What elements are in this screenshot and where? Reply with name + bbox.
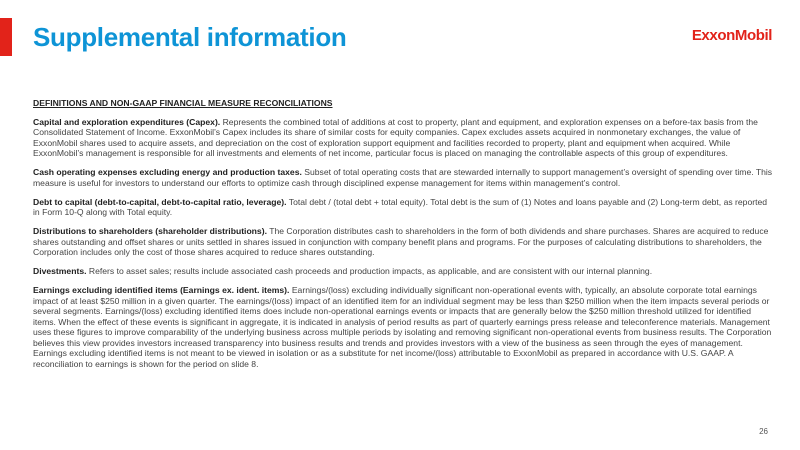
definition-term: Earnings excluding identified items (Earnings ex. ident. items). <box>33 285 290 295</box>
definition-text: Total debt / (total debt + total equity). Total debt is the sum of (1) Notes and loans payable and (2) Long-term debt, as reported in Form 10-Q along with Total equity. <box>33 196 768 217</box>
definition-text: Represents the combined total of additions at cost to property, plant and equipment, and exploration expenses on a before-tax basis from the Consolidated Statement of Income. ExxonMobil’s Capex includes its share of similar costs for equity companies. Capex excludes assets acquired in nonmonetary exchanges, the value of ExxonMobil shares used to acquire assets, and depreciation on the cost of exploration support equipment and facilities recorded to property, plant and equipment when acquired. While ExxonMobil’s management is responsible for all investments and elements of net income, particular focus is placed on managing the controllable aspects of this group of expenditures. <box>33 116 758 158</box>
definition-text: Earnings/(loss) excluding individually significant non-operational events with, typically, an absolute corporate total earnings impact of at least $250 million in a given quarter. The earnings/(loss) impact of an identified item for an individual segment may be less than $250 million when the item impacts several periods or several segments. Earnings/(loss) excluding identified items does include non-operational earnings events or impacts that are generally below the $250 million threshold utilized for identified items. When the effect of these events is significant in aggregate, it is indicated in analysis of period results as part of quarterly earnings press release and teleconference materials. Management uses these figures to improve comparability of the underlying business across multiple periods by isolating and removing significant non-operational events from business results. The Corporation believes this view provides investors increased transparency into business results and trends and provides investors with a view of the business as seen through the eyes of management. Earnings excluding identified items is not meant to be viewed in isolation or as a substitute for net income/(loss) attributable to ExxonMobil as prepared in accordance with U.S. GAAP. A reconciliation to earnings is shown for the period on slide 8. <box>33 285 772 369</box>
definition-distributions <box>33 226 775 258</box>
definition-term: Capital and exploration expenditures (Capex). <box>33 116 221 127</box>
definition-divestments <box>33 266 775 277</box>
definition-term: Cash operating expenses excluding energy and production taxes. <box>33 167 302 177</box>
accent-bar <box>0 18 12 56</box>
definition-term: Distributions to shareholders (shareholder distributions). <box>33 226 267 236</box>
definition-text: Refers to asset sales; results include associated cash proceeds and production impacts, as applicable, and are consistent with our internal planning. <box>86 266 653 276</box>
exxonmobil-logo: ExxonMobil <box>691 27 772 44</box>
definition-text: Subset of total operating costs that are stewarded internally to support management’s oversight of spending over time. This measure is useful for investors to understand our efforts to optimize cash through disciplined expense management for items within management’s control. <box>33 167 773 188</box>
definition-cash-opex <box>33 167 775 188</box>
definition-capex <box>33 117 775 159</box>
definition-debt-to-capital <box>33 197 775 218</box>
definition-earnings-ex-items <box>33 285 775 369</box>
page-number: 26 <box>759 427 768 436</box>
page-title: Supplemental information <box>33 22 347 52</box>
definitions-section <box>33 98 775 378</box>
definition-text: The Corporation distributes cash to shareholders in the form of both dividends and share purchases. Shares are acquired to reduce shares outstanding and offset shares or units settled in shares issued in conjunction with company benefit plans and programs. For the purposes of calculating distributions to shareholders, the Corporation includes only the cost of those shares acquired to reduce shares outstanding. <box>33 226 769 257</box>
definition-term: Divestments. <box>33 266 87 276</box>
section-heading: DEFINITIONS AND NON-GAAP FINANCIAL MEASURE RECONCILIATIONS <box>33 98 333 108</box>
definition-term: Debt to capital (debt-to-capital, debt-to-capital ratio, leverage). <box>33 196 287 207</box>
